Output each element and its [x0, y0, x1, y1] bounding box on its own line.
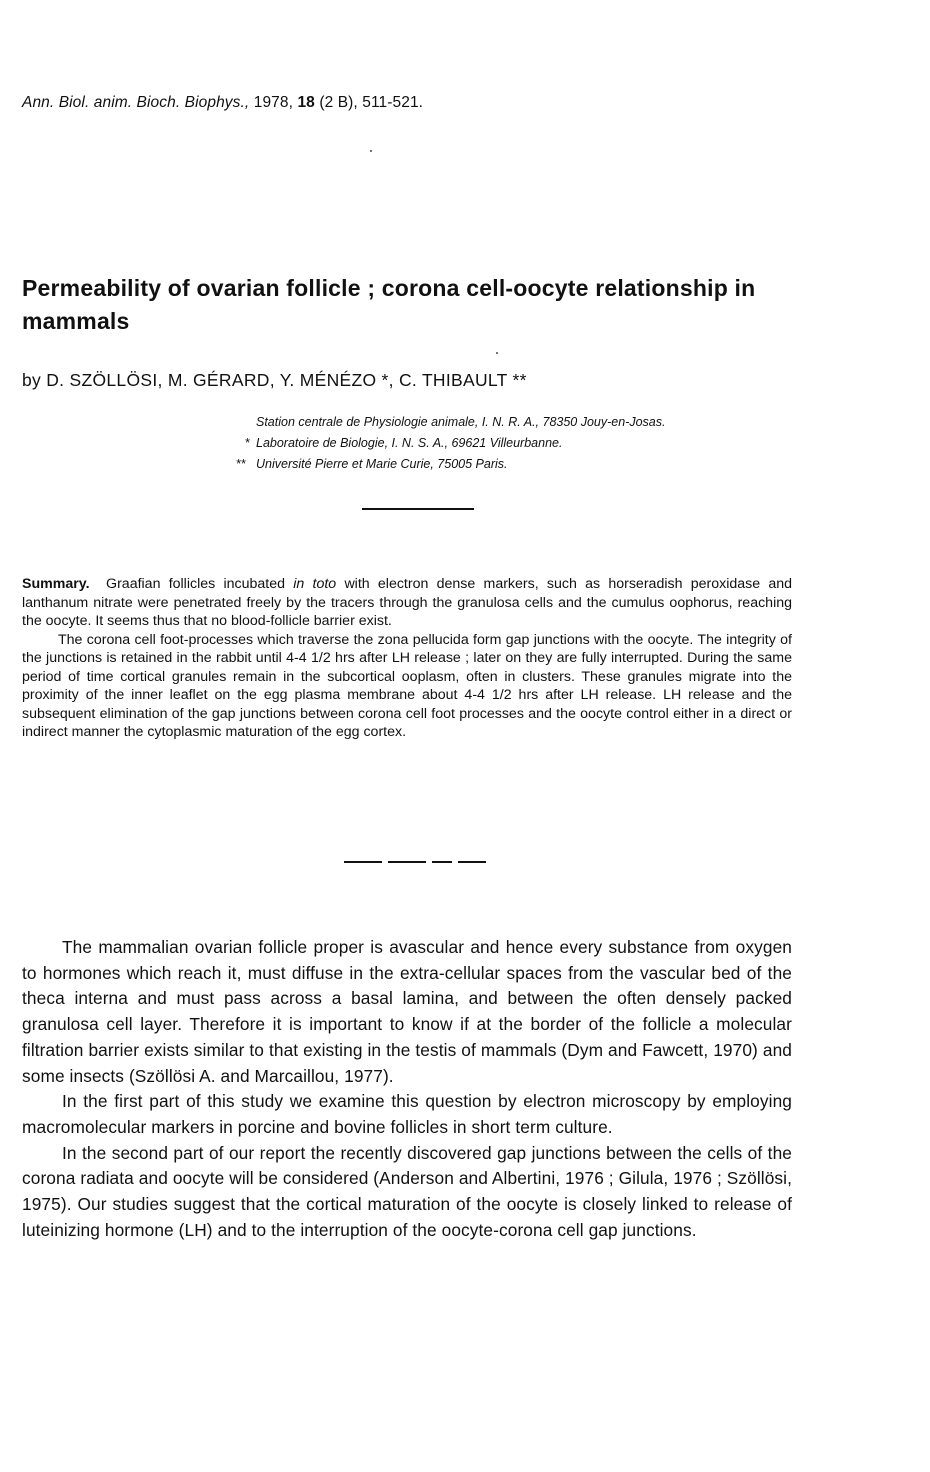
affiliation-item: [226, 454, 665, 475]
affiliations: [226, 412, 665, 475]
summary-heading: Summary.: [22, 576, 90, 592]
affiliation-text: Université Pierre et Marie Curie, 75005 Paris.: [256, 457, 508, 471]
summary-italic-text: in toto: [293, 576, 337, 592]
summary-section: [22, 575, 792, 742]
section-divider: [362, 508, 474, 510]
summary-text: Graafian follicles incubated: [106, 576, 285, 592]
summary-paragraph: The corona cell foot-processes which traverse the zona pellucida form gap junctions with the oocyte. The integrity of the junctions is retained in the rabbit until 4-4 1/2 hrs after LH release ; later on they are fully interrupted. During the same period of time cortical granules remain in the subcortical ooplasm, often in clusters. These granules migrate into the proximity of the inner leaflet on the egg plasma membrane about 4-4 1/2 hrs after LH release. LH release and the subsequent elimination of the gap junctions between corona cell foot processes and the oocyte control either in a direct or indirect manner the cytoplasmic maturation of the egg cortex.: [22, 631, 792, 740]
body-text: [22, 935, 792, 1243]
citation-volume: 18: [297, 94, 315, 111]
affiliation-item: [226, 412, 665, 433]
section-divider: [458, 861, 486, 863]
body-paragraph: The mammalian ovarian follicle proper is avascular and hence every substance from oxygen to hormones which reach it, must diffuse in the extra-cellular spaces from the vascular bed of the theca interna and must pass across a basal lamina, and between the often densely packed granulosa cell layer. Therefore it is important to know if at the border of the follicle a molecular filtration barrier exists similar to that existing in the testis of mammals (Dym and Fawcett, 1970) and some insects (Szöllösi A. and Marcaillou, 1977).: [22, 937, 792, 1086]
citation-issue-pages: (2 B), 511-521.: [319, 94, 424, 111]
journal-citation: [22, 94, 423, 112]
affiliation-mark: **: [236, 457, 246, 471]
citation-year: 1978,: [253, 94, 294, 111]
journal-name: Ann. Biol. anim. Bioch. Biophys.,: [22, 94, 250, 111]
section-divider: [432, 861, 452, 863]
scan-speck: [370, 150, 372, 152]
section-divider: [388, 861, 426, 863]
summary-text: with electron dense markers, such as horseradish peroxidase and lanthanum nitrate were penetrated freely by the tracers through the granulosa cells and the cumulus oophorus, reaching the oocyte. It seems thus that no blood-follicle barrier exist.: [22, 576, 793, 629]
author-list: by D. SZÖLLÖSI, M. GÉRARD, Y. MÉNÉZO *, C. THIBAULT **: [22, 370, 527, 390]
paper-title: Permeability of ovarian follicle ; corona cell-oocyte relationship in mammals: [22, 275, 756, 334]
body-paragraph: In the second part of our report the recently discovered gap junctions between the cells of the corona radiata and oocyte will be considered (Anderson and Albertini, 1976 ; Gilula, 1976 ; Szöllösi, 1975). Our studies suggest that the cortical maturation of the oocyte is closely linked to release of luteinizing hormone (LH) and to the interruption of the oocyte-corona cell gap junctions.: [22, 1142, 792, 1240]
section-divider: [344, 861, 382, 863]
affiliation-item: [226, 433, 665, 454]
scan-speck: [496, 352, 498, 354]
affiliation-text: Laboratoire de Biologie, I. N. S. A., 69621 Villeurbanne.: [256, 436, 563, 450]
body-paragraph: In the first part of this study we examine this question by electron microscopy by employing macromolecular markers in porcine and bovine follicles in short term culture.: [22, 1091, 792, 1137]
affiliation-text: Station centrale de Physiologie animale, I. N. R. A., 78350 Jouy-en-Josas.: [256, 415, 666, 429]
summary-paragraph: [22, 575, 792, 631]
affiliation-mark: *: [245, 436, 250, 450]
